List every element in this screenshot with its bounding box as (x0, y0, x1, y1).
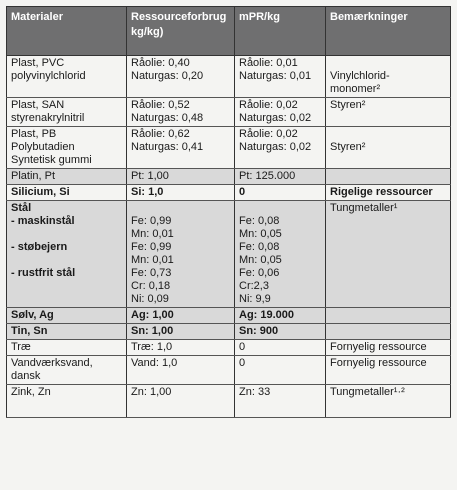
resource-cell (127, 324, 235, 340)
header-bemaerkninger: Bemærkninger (326, 7, 451, 56)
note-cell-line: Fornyelig ressource (330, 357, 427, 369)
mpr-cell (235, 385, 326, 418)
mpr-cell-line: Råolie: 0,02 (239, 128, 298, 140)
resource-cell-line: Zn: 1,00 (131, 386, 172, 398)
material-cell-line: Træ (11, 341, 31, 353)
resource-cell-line: Ni: 0,09 (131, 293, 169, 305)
note-cell (326, 169, 451, 185)
note-cell-line: monomer² (330, 83, 381, 95)
note-cell-line: Styren² (330, 99, 366, 111)
table-body (7, 56, 451, 418)
resource-cell (127, 356, 235, 385)
material-cell-line: polyvinylchlorid (11, 70, 86, 82)
mpr-cell-line: Sn: 900 (239, 325, 279, 337)
mpr-cell-line: Fe: 0,06 (239, 267, 280, 279)
mpr-cell-line: Pt: 125.000 (239, 170, 296, 182)
material-cell-line: Zink, Zn (11, 386, 51, 398)
resource-cell-line: Pt: 1,00 (131, 170, 169, 182)
material-cell (7, 356, 127, 385)
table-row (7, 185, 451, 201)
note-cell-line (330, 170, 446, 183)
resource-cell (127, 169, 235, 185)
header-ressourceforbrug: Ressourceforbrug kg/kg) (127, 7, 235, 56)
resource-cell-line: Ag: 1,00 (131, 309, 174, 321)
material-cell-line: Platin, Pt (11, 170, 56, 182)
mpr-cell (235, 185, 326, 201)
resource-cell-line: Fe: 0,73 (131, 267, 172, 279)
material-cell-line (11, 254, 122, 267)
mpr-cell-line: Cr:2,3 (239, 280, 269, 292)
material-cell-line: Silicium, Si (11, 186, 70, 198)
note-cell-line: Tungmetaller¹ (330, 202, 398, 214)
table-row (7, 98, 451, 127)
material-cell (7, 169, 127, 185)
note-cell-line: Vinylchlorid- (330, 70, 390, 82)
material-cell (7, 340, 127, 356)
material-cell (7, 201, 127, 308)
note-cell-line (330, 325, 446, 338)
material-cell-line: dansk (11, 370, 41, 382)
resource-cell-line: Fe: 0,99 (131, 241, 172, 253)
resource-cell (127, 201, 235, 308)
note-cell (326, 127, 451, 169)
table-row (7, 356, 451, 385)
mpr-cell-line: Ag: 19.000 (239, 309, 295, 321)
material-cell (7, 308, 127, 324)
mpr-cell-line: Råolie: 0,01 (239, 57, 298, 69)
mpr-cell-line: 0 (239, 186, 246, 198)
header-materialer: Materialer (7, 7, 127, 56)
resource-cell-line: Naturgas: 0,20 (131, 70, 204, 82)
resource-cell (127, 185, 235, 201)
mpr-cell-line: Naturgas: 0,01 (239, 70, 312, 82)
header-mpr: mPR/kg (235, 7, 326, 56)
resource-cell (127, 308, 235, 324)
resource-cell-line: Sn: 1,00 (131, 325, 174, 337)
mpr-cell (235, 201, 326, 308)
material-cell-line: Polybutadien (11, 141, 75, 153)
material-cell-line: Vandværksvand, (11, 357, 93, 369)
material-cell-line: Sølv, Ag (11, 309, 54, 321)
materials-table (6, 6, 451, 418)
mpr-cell-line: 0 (239, 357, 246, 369)
resource-cell (127, 127, 235, 169)
note-cell (326, 185, 451, 201)
note-cell (326, 98, 451, 127)
material-cell-line: Plast, PVC (11, 57, 65, 69)
table-row (7, 201, 451, 308)
note-cell-line: Styren² (330, 141, 366, 153)
material-cell (7, 185, 127, 201)
resource-cell (127, 98, 235, 127)
material-cell-line (11, 293, 122, 306)
material-cell-line (11, 228, 122, 241)
resource-cell-line: Vand: 1,0 (131, 357, 178, 369)
material-cell-line: - maskinstål (11, 215, 75, 227)
note-cell (326, 385, 451, 418)
material-cell (7, 56, 127, 98)
resource-cell-line: Råolie: 0,52 (131, 99, 190, 111)
resource-cell-line: Mn: 0,01 (131, 228, 174, 240)
mpr-cell-line: Zn: 33 (239, 386, 271, 398)
table-row (7, 385, 451, 418)
material-cell (7, 127, 127, 169)
mpr-cell (235, 324, 326, 340)
table-row (7, 127, 451, 169)
material-cell-line: Stål (11, 202, 32, 214)
resource-cell-line: Fe: 0,99 (131, 215, 172, 227)
mpr-cell (235, 169, 326, 185)
header-row (7, 7, 451, 56)
table-row (7, 340, 451, 356)
resource-cell (127, 385, 235, 418)
note-cell (326, 201, 451, 308)
resource-cell-line: Mn: 0,01 (131, 254, 174, 266)
note-cell-line (330, 309, 446, 322)
material-cell (7, 324, 127, 340)
mpr-cell (235, 98, 326, 127)
mpr-cell-line: Naturgas: 0,02 (239, 141, 312, 153)
material-cell-line (11, 280, 122, 293)
mpr-cell-line: 0 (239, 341, 246, 353)
resource-cell-line: Træ: 1,0 (131, 341, 173, 353)
resource-cell-line (131, 202, 230, 215)
resource-cell-line: Naturgas: 0,48 (131, 112, 204, 124)
note-cell (326, 308, 451, 324)
note-cell (326, 324, 451, 340)
material-cell-line: Syntetisk gummi (11, 154, 92, 166)
resource-cell-line: Råolie: 0,62 (131, 128, 190, 140)
table-row (7, 56, 451, 98)
mpr-cell-line: Råolie: 0,02 (239, 99, 298, 111)
mpr-cell-line: Mn: 0,05 (239, 254, 282, 266)
resource-cell (127, 56, 235, 98)
note-cell (326, 56, 451, 98)
material-cell-line: Plast, PB (11, 128, 57, 140)
note-cell-line (330, 128, 446, 141)
mpr-cell (235, 340, 326, 356)
material-cell-line: - rustfrit stål (11, 267, 76, 279)
resource-cell-line: Si: 1,0 (131, 186, 164, 198)
mpr-cell (235, 56, 326, 98)
material-cell-line: Plast, SAN (11, 99, 65, 111)
mpr-cell (235, 127, 326, 169)
resource-cell-line: Råolie: 0,40 (131, 57, 190, 69)
mpr-cell (235, 308, 326, 324)
resource-cell-line: Naturgas: 0,41 (131, 141, 204, 153)
mpr-cell-line: Fe: 0,08 (239, 241, 280, 253)
mpr-cell-line: Fe: 0,08 (239, 215, 280, 227)
material-cell (7, 98, 127, 127)
table-row (7, 169, 451, 185)
mpr-cell (235, 356, 326, 385)
note-cell (326, 340, 451, 356)
resource-cell (127, 340, 235, 356)
note-cell-line: Tungmetaller¹·² (330, 386, 405, 398)
material-cell-line: - støbejern (11, 241, 68, 253)
note-cell-line: Fornyelig ressource (330, 341, 427, 353)
material-cell-line: Tin, Sn (11, 325, 48, 337)
mpr-cell-line: Mn: 0,05 (239, 228, 282, 240)
table-row (7, 308, 451, 324)
mpr-cell-line: Naturgas: 0,02 (239, 112, 312, 124)
mpr-cell-line (239, 202, 321, 215)
material-cell-line: styrenakrylnitril (11, 112, 85, 124)
material-cell (7, 385, 127, 418)
note-cell (326, 356, 451, 385)
resource-cell-line: Cr: 0,18 (131, 280, 171, 292)
note-cell-line: Rigelige ressourcer (330, 186, 433, 198)
mpr-cell-line: Ni: 9,9 (239, 293, 271, 305)
table-row (7, 324, 451, 340)
